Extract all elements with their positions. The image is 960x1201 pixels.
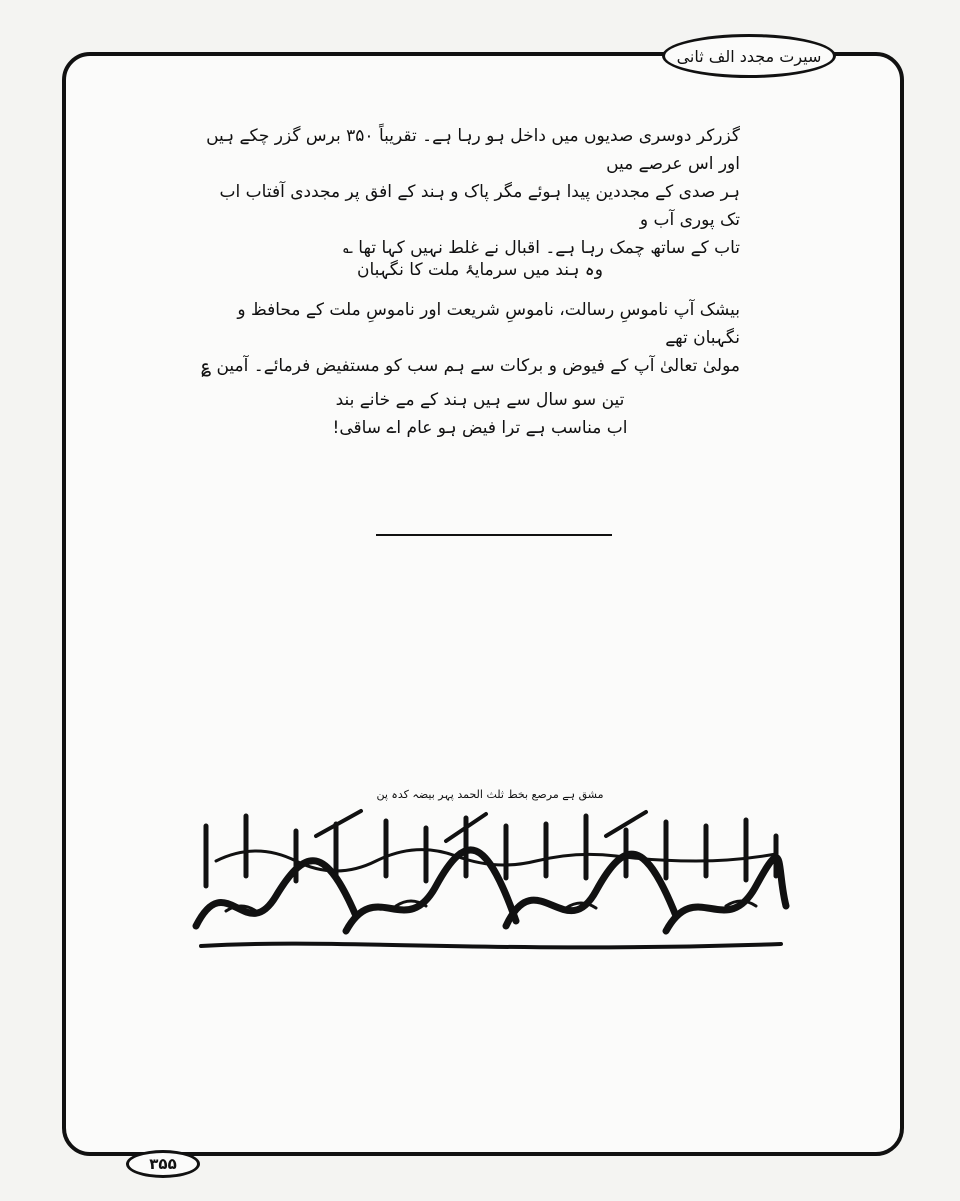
body-line: بیشک آپ ناموسِ رسالت، ناموسِ شریعت اور ناموسِ ملت کے محافظ و نگہبان تھے [237,300,740,348]
running-header-title: سیرت مجدد الف ثانی [676,46,822,66]
verse-couplet-1: وہ ہند میں سرمایۂ ملت کا نگہبان [357,260,603,280]
body-line: ہر صدی کے مجددین پیدا ہوئے مگر پاک و ہند کے افق پر مجددی آفتاب اب تک پوری آب و [219,182,740,230]
page-number [126,1150,200,1178]
verse-line: تین سو سال سے ہیں ہند کے مے خانے بند [335,390,625,410]
verse-line: اب مناسب ہے ترا فیض ہو عام اے ساقی! [332,418,628,438]
body-paragraph [200,122,740,262]
body-line: تاب کے ساتھ چمک رہا ہے۔ اقبال نے غلط نہیں کہا تھا ؎ [342,238,740,258]
page-number-label: ۳۵۵ [149,1155,177,1173]
calligraphy-panel-icon [186,806,792,956]
body-paragraph-2 [200,296,740,380]
calligraphy-caption: مشق ہے مرصع بخط ثلث الحمد پہر بیضہ کدہ پن [376,788,604,801]
body-line: گزرکر دوسری صدیوں میں داخل ہو رہا ہے۔ تقریباً ۳۵۰ برس گزر چکے ہیں اور اس عرصے میں [206,126,740,174]
running-header [662,34,836,78]
section-divider [376,534,612,536]
body-line: مولیٰ تعالیٰ آپ کے فیوض و برکات سے ہم سب کو مستفیض فرمائے۔ آمین ؏ [201,356,740,376]
verse-couplet-2 [300,386,660,442]
